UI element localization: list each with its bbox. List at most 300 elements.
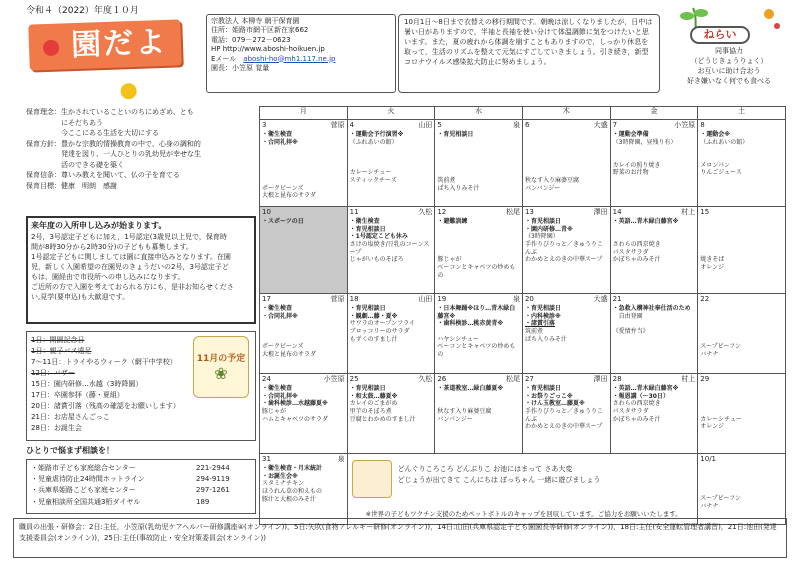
day-cell [610, 294, 698, 374]
day-event: ・茶道教室…緑白藤夏※ [437, 384, 504, 392]
staff-name: 小笠原 [323, 375, 345, 383]
song-line: どんぐりころころ どんぶりこ お池にはまって さあ大変 [397, 465, 573, 473]
weekday-header: 金 [610, 107, 698, 120]
consult-row [31, 485, 251, 496]
staff-name: 泉 [512, 121, 520, 129]
day-event: ・お祭りごっこ※ [524, 392, 573, 400]
menu-item [437, 226, 520, 234]
menu-item [262, 328, 345, 336]
day-cell [435, 207, 523, 294]
menu-item: ポークビーンズ [262, 343, 304, 351]
issue-date: 令和４（2022）年度１０月 [26, 6, 139, 16]
day-event: ・衛生検査 [349, 217, 380, 225]
day-event: ・合同礼拝※ [262, 138, 298, 146]
menu-item: ベーコンとキャベツの炒めもの [437, 263, 516, 279]
staff-name: 久松 [418, 375, 433, 383]
song-note-cell [347, 454, 698, 525]
staff-name: 澤田 [593, 375, 608, 383]
newsletter-logo: 園だより [28, 19, 182, 70]
menu-item [525, 162, 608, 170]
day-number: 12 [437, 208, 447, 216]
day-number: 21 [612, 295, 622, 303]
menu-item [262, 169, 345, 177]
day-event: ・日本舞踊※ほり…青木緑白藤宮※ [437, 304, 516, 320]
menu-item [437, 400, 520, 408]
illustration-label: 11月の予定 [196, 354, 246, 364]
day-event: ・けん玉教室…藤夏※ [524, 400, 585, 408]
day-number-row [262, 208, 345, 217]
consult-row [31, 474, 251, 485]
menu-item: （3時降園，昼残り有） [612, 138, 677, 146]
day-event: ・スポーツの日 [262, 217, 304, 225]
day-event: ・育児相談日 [349, 225, 386, 233]
menu-item [350, 162, 433, 170]
menu-item [613, 146, 696, 154]
menu-item [437, 146, 520, 154]
weekday-header: 土 [698, 107, 786, 120]
menu-item: ブロッコリーのサラダ [349, 327, 410, 335]
menu-item: スープビーフン [700, 343, 741, 351]
menu-item: さけの塩焼き/豆乳のコーンスープ [349, 240, 430, 256]
policy-line: 保育目標：健康 明朗 感謝 [26, 181, 117, 190]
day-cell [698, 294, 786, 374]
aim-line-3: お互いに助け合おう [697, 67, 761, 76]
day-cell [522, 207, 610, 294]
admission-line: い,見学(要申込)も大歓迎です。 [31, 293, 130, 302]
day-event: ・和太鼓…藤夏※ [349, 392, 398, 400]
day-cell [435, 294, 523, 374]
day-cell [347, 374, 435, 454]
day-cell [698, 207, 786, 294]
menu-item [613, 233, 696, 241]
menu-item: スタミナチキン [262, 480, 304, 488]
staff-name: 菅原 [330, 295, 345, 303]
menu-item: 手作りびりっと／きゅうりこんぶ [524, 407, 603, 423]
aim-line-2: （どうじきょうりょく） [690, 57, 768, 66]
event-item: 7～11日：トライやるウィーク（網干中学校） [31, 358, 177, 367]
day-number: 28 [612, 375, 622, 383]
menu-item [700, 218, 783, 226]
menu-item [437, 241, 520, 249]
day-cell [260, 374, 348, 454]
menu-item: サワラのオープンフライ [349, 320, 415, 328]
menu-item: カレイの照り焼き [612, 161, 661, 169]
menu-item: 筑前煮 [437, 176, 456, 184]
consult-tel: 221-2944 [196, 464, 230, 472]
menu-item: さわらの西京焼き [612, 400, 661, 408]
admission-line: 児，新しく入園希望の在園児のきょうだいの2号，3号認定子ど [31, 263, 229, 272]
policy-line: 今ここにある生活を大切にする [26, 129, 159, 137]
email-label: Eメール [211, 54, 237, 63]
menu-item [525, 131, 608, 139]
policy-line: 発達を図り、一人ひとりの乳幼児が幸せな生 [26, 150, 201, 158]
day-event: ・英語…青木緑白藤宮※ [612, 384, 679, 392]
day-number-row [350, 375, 433, 384]
menu-item: （ふれあいの館） [349, 138, 398, 146]
event-item: 1日：親子バス遠足 [31, 347, 92, 356]
day-number-row [525, 208, 608, 217]
menu-item [262, 177, 345, 185]
day-number: 18 [349, 295, 359, 303]
day-number: 6 [524, 121, 530, 129]
admission-line: 間が8時30分から2時30分)の子どもも募集します。 [31, 242, 193, 251]
day-event: ・衛生検査 [262, 304, 293, 312]
child-icon [121, 82, 138, 99]
day-event: ・合同礼拝※ [262, 392, 298, 400]
day-number-row [700, 375, 783, 384]
admission-title: 来年度の入所申し込みが始まります。 [31, 221, 167, 230]
day-number: 15 [700, 208, 710, 216]
policy-line: 保育信条：尊いみ教えを聞いて、仏の子を育てる [26, 171, 180, 179]
day-number: 10/1 [700, 455, 717, 463]
day-number-row [262, 455, 345, 464]
menu-item [700, 146, 783, 154]
staff-training: 職員の出張・研修会：2日:主任，小笠原(乳幼児ケアヘルパー研修講座④(オンライン))，5日:矢吹(食物アレルギー研修(オンライン))，14日:山田(兵庫県認定子ども園園長等研修(オンライン))，18日:主任(安全運転管理者講習)，21日:池田(発達支援委員会(オンライン))，25日:主任(事故防止・安全対策委員会(オンライン)) [13, 518, 787, 558]
menu-item: スティックチーズ [349, 176, 397, 184]
day-number-row [437, 295, 520, 304]
aim-line-1: 同事協力 [715, 47, 743, 55]
menu-item [700, 320, 783, 328]
staff-name: 泉 [512, 295, 520, 303]
song-line: どじょうが出てきて こんにちは ぼっちゃん 一緒に遊びましょう [397, 476, 601, 485]
weekday-header: 水 [435, 107, 523, 120]
menu-item [525, 146, 608, 154]
day-cell [347, 294, 435, 374]
day-cell [260, 454, 348, 525]
menu-item: ほうれん草の和えもの [262, 487, 323, 495]
day-number: 4 [349, 121, 355, 129]
day-number: 19 [437, 295, 447, 303]
day-event: ・育児相談日 [524, 217, 561, 225]
menu-item: メロンパン [700, 161, 730, 169]
menu-item: もずくのすまし汁 [349, 335, 398, 343]
song-illustration [352, 460, 392, 498]
staff-name: 大盛 [593, 295, 608, 303]
day-number-row [613, 295, 696, 304]
menu-item: 秋なす入り麻婆豆腐 [437, 407, 492, 415]
day-number-row [525, 375, 608, 384]
menu-item: オレンジ [700, 263, 724, 271]
day-number: 3 [262, 121, 267, 129]
menu-item: 焼きそば [700, 256, 725, 264]
admission-line: 2号，3号認定子どもに加え，1号認定(3歳児以上児で，保育時 [31, 232, 227, 241]
menu-item: 筑前煮 [524, 327, 543, 335]
menu-item [350, 146, 433, 154]
school-name: 宗教法人 本柳寺 網干保育園 [211, 17, 300, 25]
menu-item [700, 328, 783, 336]
aim-line-4: 好き嫌いなく何でも食べる [687, 77, 771, 86]
menu-item: 手作りびりっと／きゅうりこんぶ [524, 240, 603, 256]
day-number-row [262, 121, 345, 130]
day-cell [522, 120, 610, 207]
menu-item: バナナ [700, 350, 719, 358]
menu-item [262, 162, 345, 170]
menu-item: 自由登園 [612, 312, 643, 320]
day-number: 14 [612, 208, 622, 216]
day-event: ・歯科検診…桃赤黄青※ [437, 320, 504, 328]
menu-item: ベーコンとキャベツの炒めもの [437, 343, 516, 358]
event-item: 12日：バザー [31, 369, 75, 378]
menu-item [700, 305, 783, 313]
cap-collection-note: ※世界の子どもワクチン支援のためペットボトルのキャップを回収しています。ご協力をお願いいたします。 [365, 509, 682, 518]
menu-item: 秋なす入り麻婆豆腐 [524, 176, 579, 184]
menu-item: ハヤシシチュー [437, 335, 479, 343]
day-number-row [437, 121, 520, 130]
menu-item: じゃがいものそぼろ [349, 256, 404, 264]
child-icon [43, 39, 60, 56]
day-number-row [350, 208, 433, 217]
school-info [206, 14, 396, 93]
menu-item: かぼちゃのみそ汁 [612, 256, 661, 264]
day-number: 29 [700, 375, 710, 383]
staff-name: 松尾 [505, 375, 520, 383]
staff-name: 大盛 [593, 121, 608, 129]
menu-item: カレイのごまがめ [349, 400, 398, 408]
day-cell [260, 120, 348, 207]
weekday-header: 月 [260, 107, 348, 120]
day-event: ・運動会予行演習※ [349, 130, 404, 138]
day-event: ・観劇…藤・夏※ [349, 312, 398, 320]
staff-name: 澤田 [593, 208, 608, 216]
menu-item: 《愛情弁当》 [612, 327, 649, 335]
menu-item: 豚汁と大根のみそ汁 [262, 495, 317, 503]
day-cell [610, 120, 698, 207]
menu-item: バンバンジー [524, 184, 561, 192]
menu-item [700, 408, 783, 416]
day-number-row [350, 121, 433, 130]
menu-item: 豚じゃが [262, 407, 287, 415]
day-number: 11 [349, 208, 359, 216]
event-item: 20日：諸賞引落（残高の確認をお願いします） [31, 402, 180, 411]
day-event: ・1号認定こども休み [349, 233, 408, 241]
day-number: 20 [524, 295, 534, 303]
day-event: ・避難訓練 [437, 217, 468, 225]
admission-line: ご近所の方で入園を考えておられる方にも，是非お知らせくださ [31, 283, 234, 292]
day-event: ・お誕生会※ [262, 472, 298, 480]
day-event: ・歯科検診…水越藤夏※ [262, 400, 328, 408]
day-number-row [262, 375, 345, 384]
menu-item: パスタサラダ [612, 248, 649, 256]
event-item: 15日：園内研修…水越（3時降園） [31, 380, 143, 389]
menu-item [525, 139, 608, 147]
day-number: 5 [437, 121, 442, 129]
menu-item: 大根と昆布のサラダ [262, 350, 316, 358]
day-number: 31 [262, 455, 271, 463]
consult-tel: 189 [196, 497, 210, 506]
consult-row [31, 497, 251, 508]
day-number-row [700, 295, 783, 304]
day-event: ・英語…青木緑白藤宮※ [612, 217, 679, 225]
day-event: ・育児相談日 [349, 384, 386, 392]
day-cell [698, 120, 786, 207]
day-cell [522, 374, 610, 454]
aim-title: ねらい [690, 26, 750, 44]
monthly-notice: 10月1日～8日まで衣替えの移行期間です。朝晩は涼しくなりましたが，日中は暑い日がありますので，半袖と長袖を使い分けて体温調節に気をつけたいと思います。また，夏の疲れから体調を崩すこともありますので，しっかり休息を取って，生活のリズムを整えて元気にすごしていきましょう。引き続き，新型コロナウイルス感染拡大防止に努めましょう。 [398, 14, 660, 93]
day-event: ・育児相談日 [349, 304, 386, 312]
day-number-row [525, 295, 608, 304]
consult-name: ・児童相談所全国共通3桁ダイヤル [31, 497, 141, 506]
menu-item: スープビーフン [700, 494, 741, 502]
day-event: ・内科検診※ [524, 312, 561, 320]
menu-item: ポークビーンズ [262, 184, 304, 192]
day-event: ・運動会※ [700, 130, 731, 138]
day-event: ・合同礼拝※ [262, 312, 298, 320]
school-address: 住所：姫路市網干区新在家662 [211, 26, 309, 35]
staff-name: 山田 [418, 121, 433, 129]
menu-item [437, 162, 520, 170]
menu-item [437, 328, 520, 336]
day-event: ・衛生検査 [262, 384, 293, 392]
song-lyrics [398, 464, 601, 486]
monthly-calendar [259, 106, 786, 525]
weekday-header: 木 [522, 107, 610, 120]
day-event: ・衛生検査 [262, 130, 293, 138]
day-cell [698, 374, 786, 454]
staff-name: 山田 [418, 295, 433, 303]
day-event: ・育児相談日 [524, 304, 561, 312]
policy-line: 保育方針：豊かな宗教的情操教育の中で、心身の調和的 [26, 139, 201, 148]
consult-tel: 297-1261 [196, 486, 230, 495]
staff-name: 泉 [337, 455, 345, 463]
menu-item [437, 393, 520, 401]
consult-box [26, 459, 256, 514]
menu-item [437, 139, 520, 147]
event-item: 21日：お店屋さんごっこ [31, 413, 110, 422]
staff-name: 小笠原 [674, 121, 696, 129]
staff-name: 松尾 [505, 208, 520, 216]
email-link[interactable]: aboshi-ho@mh1.117.ne.jp [243, 54, 336, 63]
monthly-aim [664, 4, 796, 99]
menu-item: ぱち入りみそ汁 [524, 335, 567, 343]
menu-item [700, 154, 783, 162]
staff-name: 久松 [418, 208, 433, 216]
menu-item: バナナ [700, 502, 719, 510]
day-cell [435, 374, 523, 454]
menu-item [700, 226, 783, 234]
day-number: 10 [262, 208, 271, 216]
day-cell [610, 207, 698, 294]
weekday-header: 火 [347, 107, 435, 120]
day-cell [347, 207, 435, 294]
menu-item [437, 169, 520, 177]
day-number: 17 [262, 295, 271, 303]
calendar-illustration [193, 336, 249, 398]
school-hp[interactable]: HP http://www.aboshi-hoikuen.jp [211, 45, 325, 54]
event-item: 17日：卒園参拝（藤・夏組） [31, 391, 124, 400]
day-number-row [613, 208, 696, 217]
admission-line: もは，園経由で市役所への申し込みになります。 [31, 273, 185, 282]
day-number: 22 [700, 295, 710, 303]
menu-item [700, 400, 783, 408]
day-event: ・衛生検査・月末統計 [262, 464, 323, 472]
menu-item: オレンジ [700, 423, 724, 431]
day-cell [522, 294, 610, 374]
menu-item: カレーシチュー [349, 169, 392, 177]
consult-tel: 294-9119 [196, 475, 230, 484]
policy-line: 保育理念：生かされていることいのちにめざめ、とも [26, 108, 194, 116]
day-cell [347, 120, 435, 207]
event-item: 1日：開園記念日 [31, 336, 85, 344]
day-number: 24 [262, 375, 271, 383]
event-item: 28日：お誕生会 [31, 424, 82, 433]
consult-title: ひとりで悩まず相談を！ [26, 446, 114, 455]
policy-block [26, 107, 251, 191]
menu-item: 里芋のそぼろ煮 [349, 407, 392, 415]
day-number: 26 [437, 375, 447, 383]
menu-item: （3時降園） [524, 233, 559, 241]
day-cell [698, 454, 786, 525]
menu-item: さわらの西京焼き [612, 240, 661, 248]
staff-name: 村上 [681, 375, 696, 383]
menu-item: バンバンジー [437, 415, 473, 423]
day-number: 13 [524, 208, 534, 216]
menu-item [700, 233, 783, 241]
school-head: 園長：小笠原 覚量 [211, 63, 270, 72]
menu-item [437, 154, 520, 162]
school-phone: 電話：079－272－0623 [211, 35, 291, 44]
menu-item: かぼちゃのみそ汁 [612, 415, 661, 423]
menu-item: （ふれあいの館） [700, 138, 749, 146]
menu-item [613, 226, 696, 234]
menu-item [700, 241, 783, 249]
policy-line: にそだちあう [26, 118, 103, 127]
consult-name: ・児童虐待防止24時間ホットライン [31, 475, 145, 484]
day-cell [435, 120, 523, 207]
menu-item [525, 169, 608, 177]
menu-item: りんごジュース [700, 169, 742, 177]
menu-item [262, 154, 345, 162]
day-number: 27 [524, 375, 534, 383]
staff-name: 村上 [681, 208, 696, 216]
day-number-row [700, 208, 783, 217]
menu-item: カレーシチュー [700, 415, 742, 423]
menu-item [700, 385, 783, 393]
admission-notice [26, 216, 256, 324]
consult-name: ・兵庫県姫路こども家庭センター [31, 486, 136, 495]
menu-item: パスタサラダ [612, 407, 649, 415]
menu-item [262, 146, 345, 154]
day-number-row [437, 375, 520, 384]
admission-line: 1号認定子どもに関しましては園に直接申込みとなります。在園 [31, 252, 231, 261]
day-event: ・育児相談日 [524, 384, 561, 392]
day-number-row [700, 121, 783, 130]
consult-name: ・姫路市子ども家庭総合センター [31, 464, 136, 472]
day-number-row [262, 295, 345, 304]
day-number-row [613, 121, 696, 130]
day-number: 8 [700, 121, 705, 129]
day-event: ・急救入構神社奉仕活のため [612, 304, 691, 312]
leaf-icon: ❀ [214, 364, 228, 383]
menu-item [613, 320, 696, 328]
day-event: ・報恩講（～30日） [612, 392, 669, 400]
menu-item [613, 154, 696, 162]
consult-row [31, 463, 251, 474]
menu-item: 野菜のお汁物 [612, 169, 649, 177]
menu-item [700, 393, 783, 401]
menu-item: 豆腐とわかめのすまし汁 [349, 415, 416, 423]
staff-name: 菅原 [330, 121, 345, 129]
menu-item [700, 313, 783, 321]
menu-item [262, 320, 345, 328]
day-number-row [437, 208, 520, 217]
day-number-row [613, 375, 696, 384]
day-event: ・園内研修…青※ [524, 225, 573, 233]
day-cell [260, 207, 348, 294]
menu-item: 大根と昆布のサラダ [262, 192, 316, 200]
day-cell [610, 374, 698, 454]
menu-item [350, 154, 433, 162]
policy-line: 活のできる礎を築く [26, 160, 124, 169]
